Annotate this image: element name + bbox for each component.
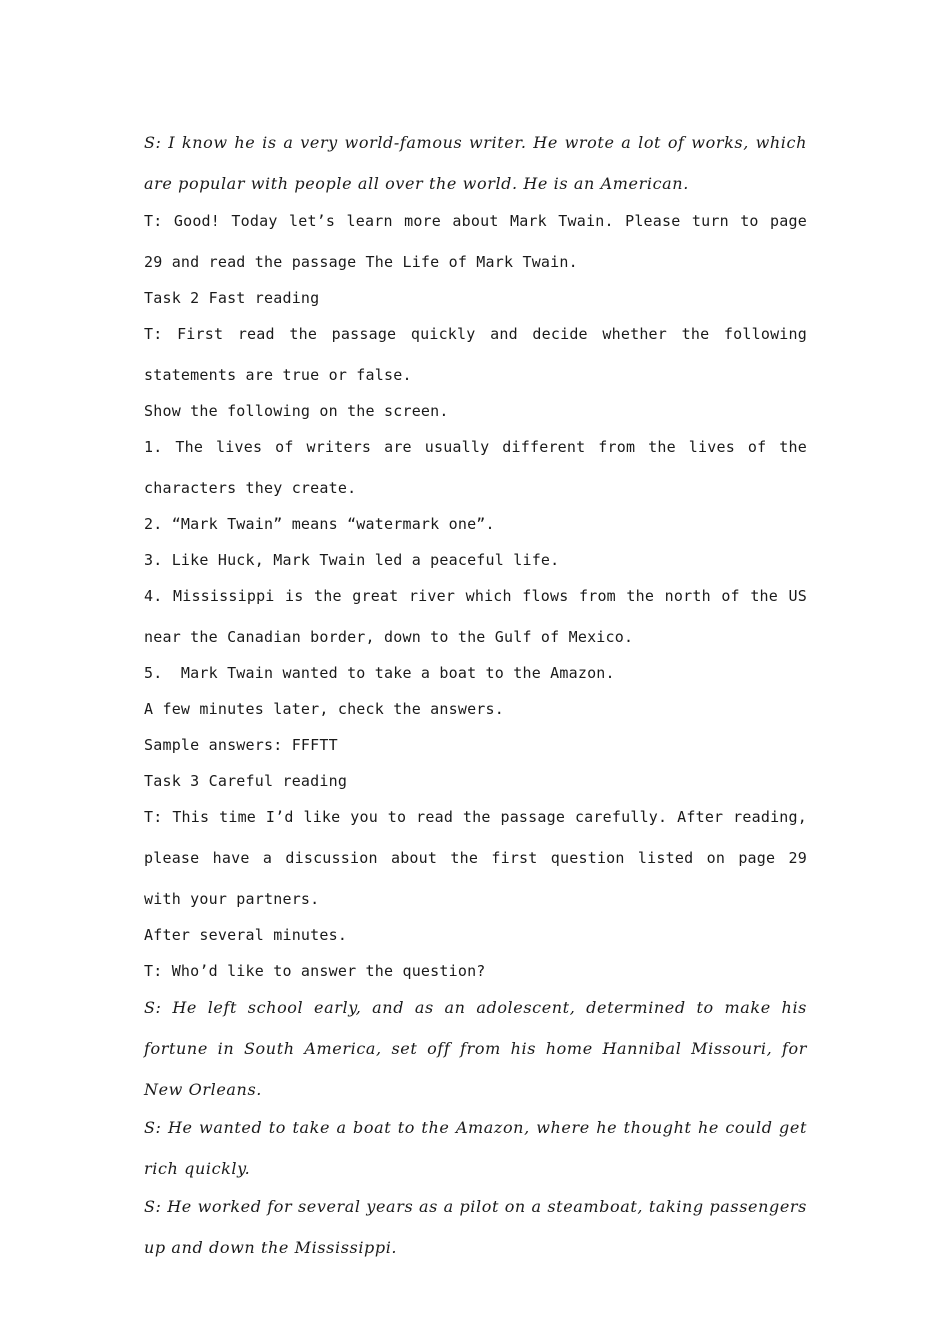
- task-heading: Task 3 Careful reading: [144, 772, 348, 790]
- instruction-line: Show the following on the screen.: [144, 402, 449, 420]
- instruction-line: After several minutes.: [144, 926, 348, 944]
- teacher-instruction-paragraph: T: This time I’d like you to read the passage carefully. After reading, please have a discussion about the first question listed on page 29 with your partners.: [144, 808, 807, 908]
- teacher-instruction-paragraph: T: Good! Today let’s learn more about Mark Twain. Please turn to page 29 and read the passage The Life of Mark Twain.: [144, 212, 807, 271]
- task-heading: Task 2 Fast reading: [144, 289, 320, 307]
- statement-item: 3. Like Huck, Mark Twain led a peaceful life.: [144, 551, 560, 569]
- statement-item: 2. “Mark Twain” means “watermark one”.: [144, 515, 495, 533]
- document-page: [144, 124, 807, 1265]
- student-answer-paragraph: S: He left school early, and as an adolescent, determined to make his fortune in South America, set off from his home Hannibal Missouri, for New Orleans.: [144, 998, 807, 1099]
- statement-item: 5. Mark Twain wanted to take a boat to the Amazon.: [144, 664, 615, 682]
- student-answer-paragraph: S: He wanted to take a boat to the Amazon, where he thought he could get rich quickly.: [144, 1118, 807, 1178]
- statement-item: 4. Mississippi is the great river which flows from the north of the US near the Canadian border, down to the Gulf of Mexico.: [144, 587, 807, 646]
- sample-answers-line: Sample answers: FFFTT: [144, 736, 338, 754]
- teacher-instruction-paragraph: T: First read the passage quickly and decide whether the following statements are true or false.: [144, 325, 807, 384]
- student-answer-paragraph: S: He worked for several years as a pilot on a steamboat, taking passengers up and down the Mississippi.: [144, 1197, 807, 1257]
- statement-item: 1. The lives of writers are usually different from the lives of the characters they create.: [144, 438, 807, 497]
- instruction-line: A few minutes later, check the answers.: [144, 700, 504, 718]
- teacher-question-line: T: Who’d like to answer the question?: [144, 962, 486, 980]
- student-answer-paragraph: S: I know he is a very world-famous writer. He wrote a lot of works, which are popular with people all over the world. He is an American.: [144, 133, 807, 193]
